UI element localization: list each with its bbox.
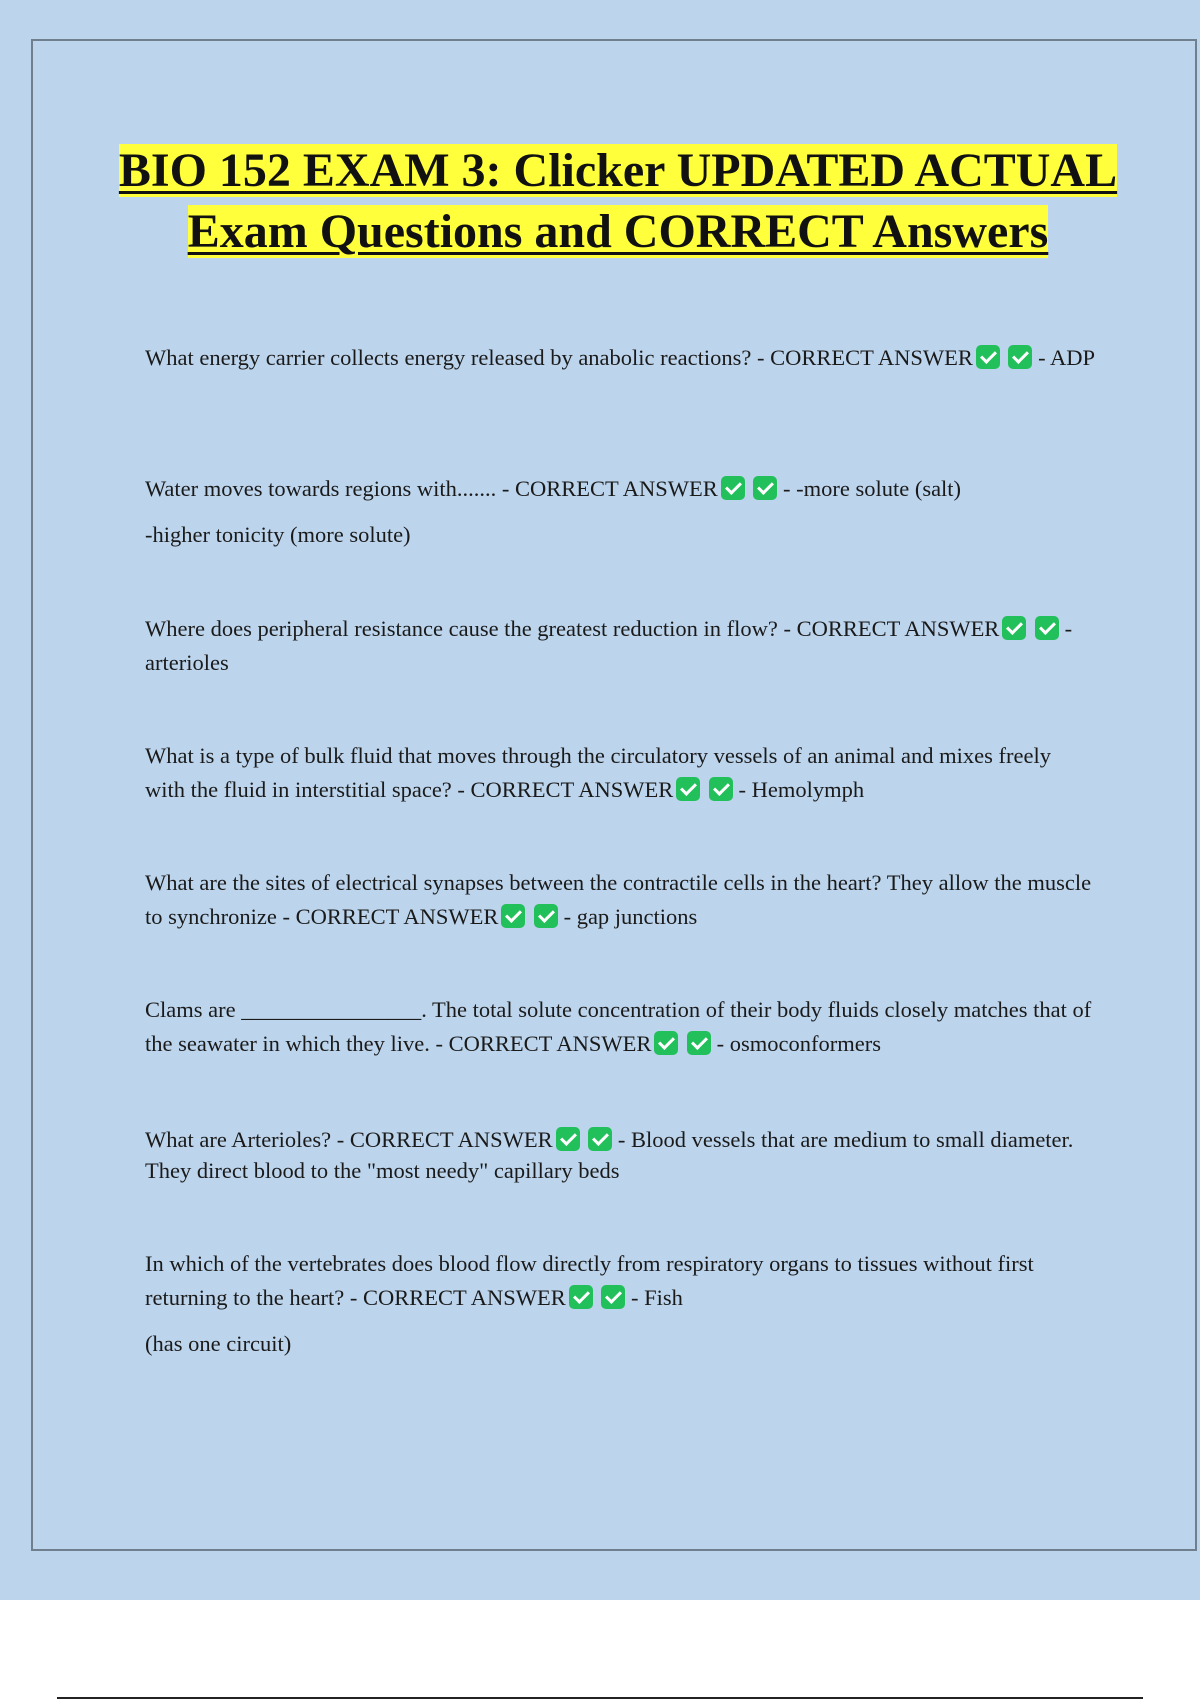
check-mark-icon	[569, 1285, 593, 1309]
answer-text: - osmoconformers	[716, 1031, 881, 1056]
answer-text: - ADP	[1038, 345, 1095, 370]
qa-item-6	[145, 993, 1095, 1061]
qa-item-3	[145, 612, 1095, 680]
check-mark-icon	[654, 1031, 678, 1055]
answer-text: - arterioles	[145, 616, 1073, 675]
question-text: What are Arterioles? - CORRECT ANSWER	[145, 1127, 553, 1152]
qa-item-5	[145, 866, 1095, 934]
check-mark-icon	[556, 1127, 580, 1151]
check-mark-icon	[753, 476, 777, 500]
answer-continuation: (has one circuit)	[145, 1331, 292, 1356]
question-text: What are the sites of electrical synapses between the contractile cells in the heart? They allow the muscle to synchronize - CORRECT ANSWER	[145, 870, 1092, 929]
qa-item-7	[145, 1124, 1095, 1186]
check-mark-icon	[1002, 616, 1026, 640]
answer-text: - gap junctions	[563, 904, 698, 929]
answer-text: - Hemolymph	[738, 777, 865, 802]
check-mark-icon	[676, 777, 700, 801]
qa-item-8	[145, 1247, 1095, 1361]
question-text: Clams are ________________. The total solute concentration of their body fluids closely matches that of the seawater in which they live. - CORRECT ANSWER	[145, 997, 1092, 1056]
question-text: In which of the vertebrates does blood flow directly from respiratory organs to tissues without first returning to the heart? - CORRECT ANSWER	[145, 1251, 1034, 1310]
document-title: BIO 152 EXAM 3: Clicker UPDATED ACTUAL Exam Questions and CORRECT Answers	[118, 144, 1118, 258]
check-mark-icon	[534, 904, 558, 928]
question-text: What energy carrier collects energy released by anabolic reactions? - CORRECT ANSWER	[145, 345, 973, 370]
answer-text: - Fish	[631, 1285, 683, 1310]
check-mark-icon	[709, 777, 733, 801]
check-mark-icon	[1008, 345, 1032, 369]
answer-continuation: -higher tonicity (more solute)	[145, 522, 411, 547]
question-text: Water moves towards regions with....... - CORRECT ANSWER	[145, 476, 718, 501]
check-mark-icon	[976, 345, 1000, 369]
question-text: What is a type of bulk fluid that moves through the circulatory vessels of an animal and mixes freely with the fluid in interstitial space? - CORRECT ANSWER	[145, 743, 1051, 802]
check-mark-icon	[721, 476, 745, 500]
check-mark-icon	[588, 1127, 612, 1151]
check-mark-icon	[601, 1285, 625, 1309]
qa-item-2	[145, 472, 1095, 552]
qa-item-4	[145, 739, 1095, 807]
question-text: Where does peripheral resistance cause the greatest reduction in flow? - CORRECT ANSWER	[145, 616, 1000, 641]
answer-text: - -more solute (salt)	[782, 476, 962, 501]
check-mark-icon	[501, 904, 525, 928]
answer-text: - Blood vessels that are medium to small diameter. They direct blood to the "most needy" capillary beds	[145, 1127, 1074, 1183]
check-mark-icon	[687, 1031, 711, 1055]
qa-item-1	[145, 341, 1095, 375]
footer-divider	[57, 1697, 1143, 1699]
check-mark-icon	[1035, 616, 1059, 640]
